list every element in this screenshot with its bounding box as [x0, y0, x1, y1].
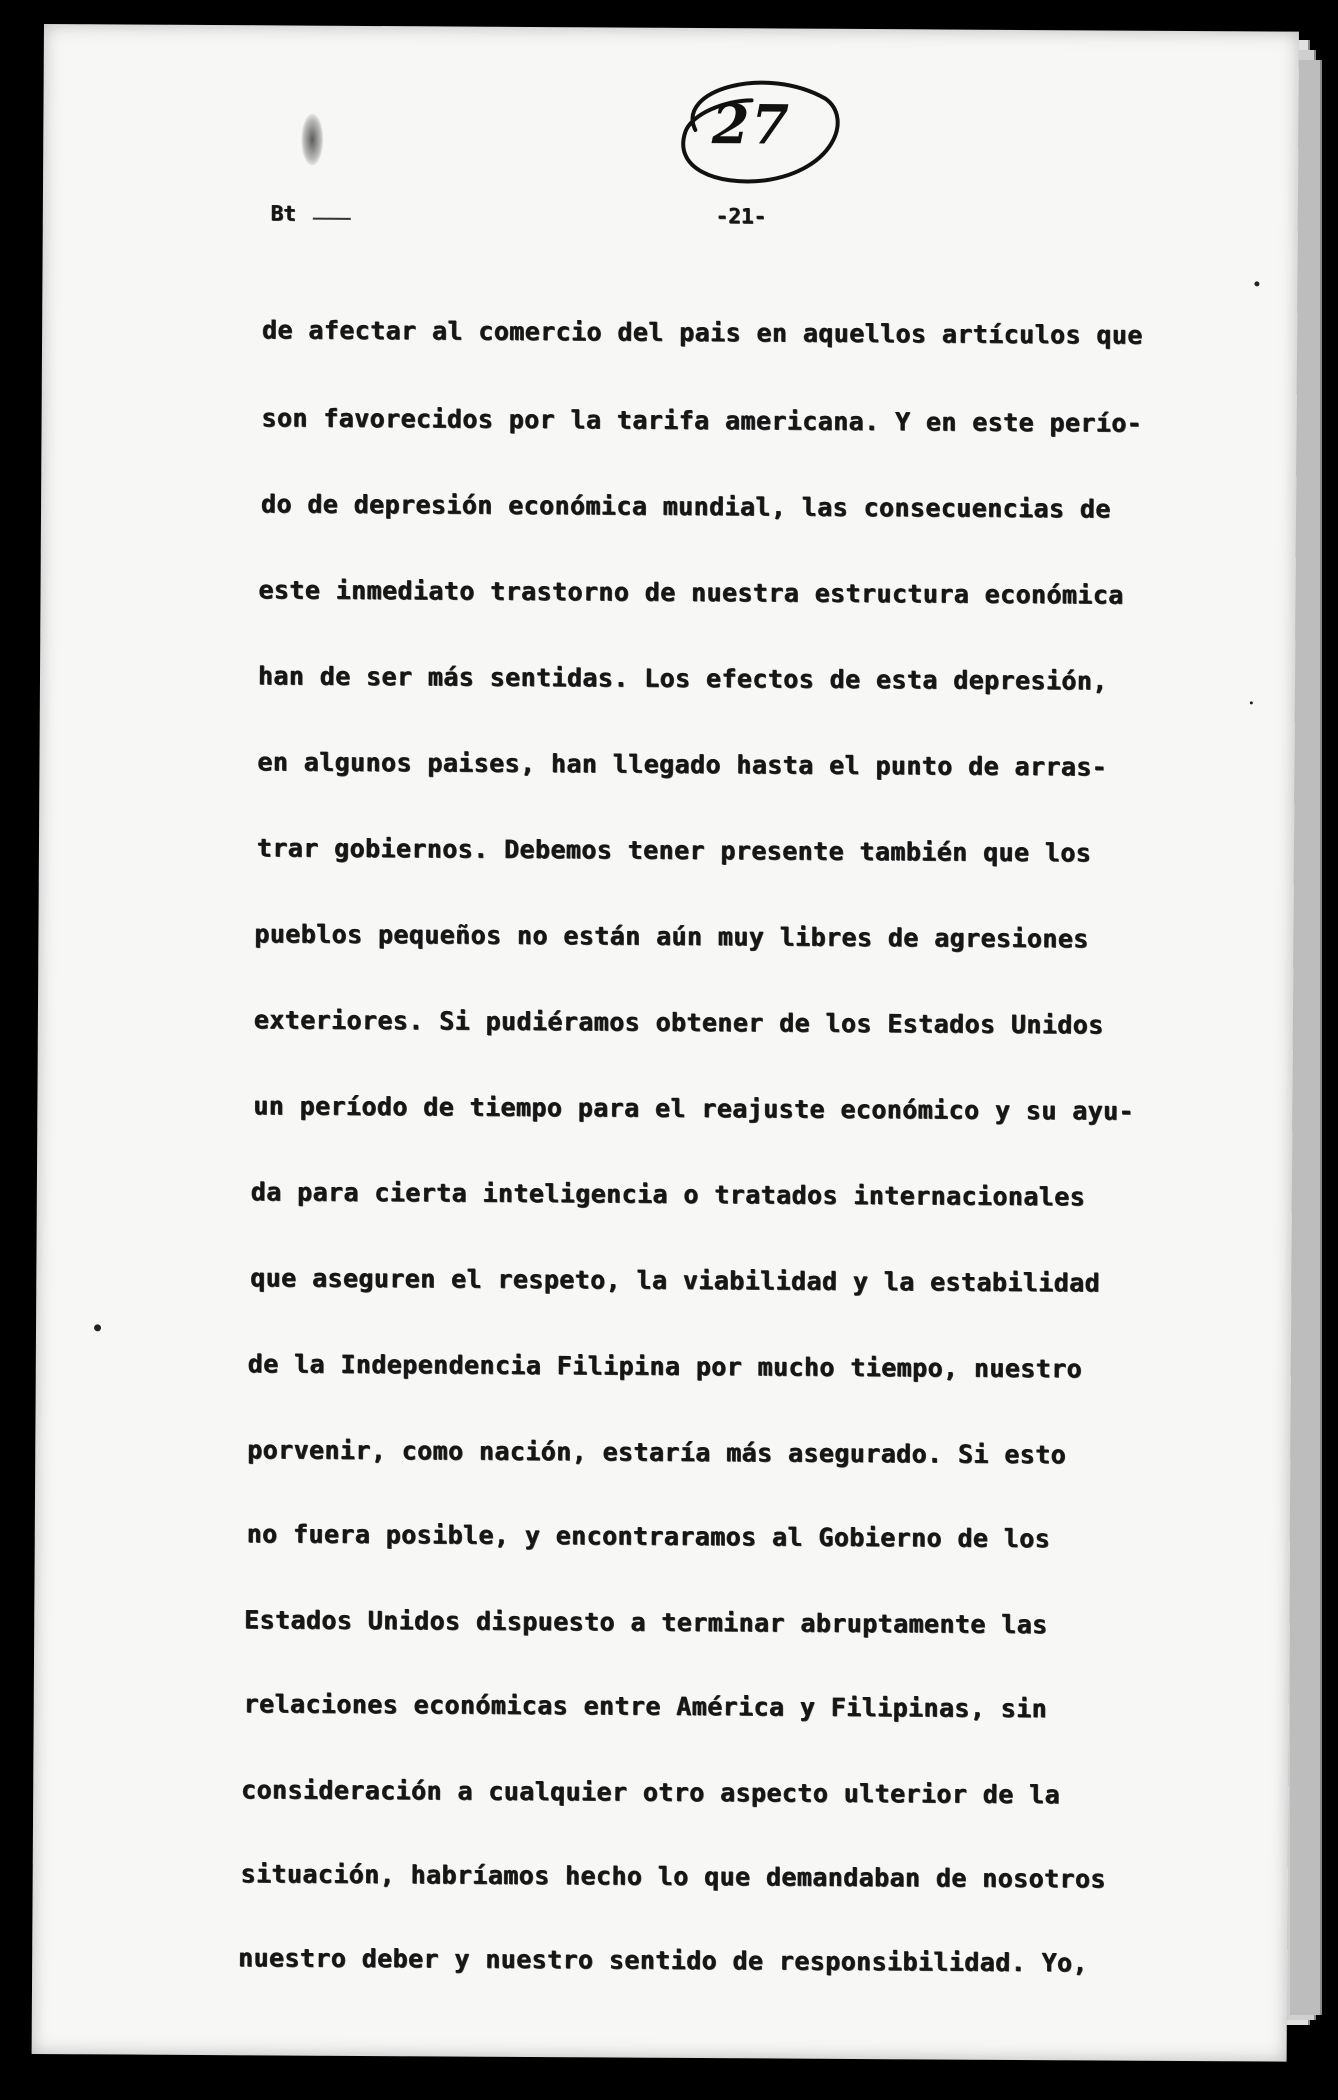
text-line: pueblos pequeños no están aún muy libres de agresiones	[254, 919, 1089, 954]
text-line: nuestro deber y nuestro sentido de responsibilidad. Yo,	[238, 1943, 1089, 1978]
text-line: trar gobiernos. Debemos tener presente también que los	[256, 833, 1092, 868]
text-line: porvenir, como nación, estaría más asegurado. Si esto	[247, 1435, 1067, 1470]
text-line: consideración a cualquier otro aspecto ulterior de la	[241, 1775, 1061, 1810]
text-line: de la Independencia Filipina por mucho tiempo, nuestro	[247, 1349, 1083, 1384]
text-line: de afectar al comercio del pais en aquellos artículos que	[262, 315, 1143, 350]
text-line: han de ser más sentidas. Los efectos de esta depresión,	[257, 661, 1108, 696]
text-line: no fuera posible, y encontraramos al Gobierno de los	[246, 1519, 1051, 1554]
text-line: da para cierta inteligencia o tratados internacionales	[250, 1177, 1086, 1212]
text-line: que aseguren el respeto, la viabilidad y la estabilidad	[250, 1263, 1101, 1298]
page-number: -21-	[715, 204, 767, 229]
text-line: do de depresión económica mundial, las consecuencias de	[260, 489, 1111, 524]
text-line: exteriores. Si pudiéramos obtener de los Estados Unidos	[253, 1005, 1104, 1040]
typewritten-page	[32, 24, 1299, 2062]
text-line: este inmediato trastorno de nuestra estructura económica	[258, 575, 1124, 610]
text-line: un período de tiempo para el reajuste económico y su ayu-	[253, 1091, 1135, 1126]
handwritten-number-text: 27	[711, 92, 792, 157]
typist-initials: Bt	[270, 201, 297, 226]
text-line: en algunos paises, han llegado hasta el punto de arras-	[257, 747, 1108, 782]
text-line: son favorecidos por la tarifa americana. Y en este perío-	[261, 403, 1143, 438]
body-text	[32, 24, 1299, 2062]
text-line: relaciones económicas entre América y Filipinas, sin	[243, 1689, 1048, 1724]
text-line: Estados Unidos dispuesto a terminar abruptamente las	[244, 1605, 1048, 1640]
text-line: situación, habríamos hecho lo que demandaban de nosotros	[240, 1859, 1107, 1894]
